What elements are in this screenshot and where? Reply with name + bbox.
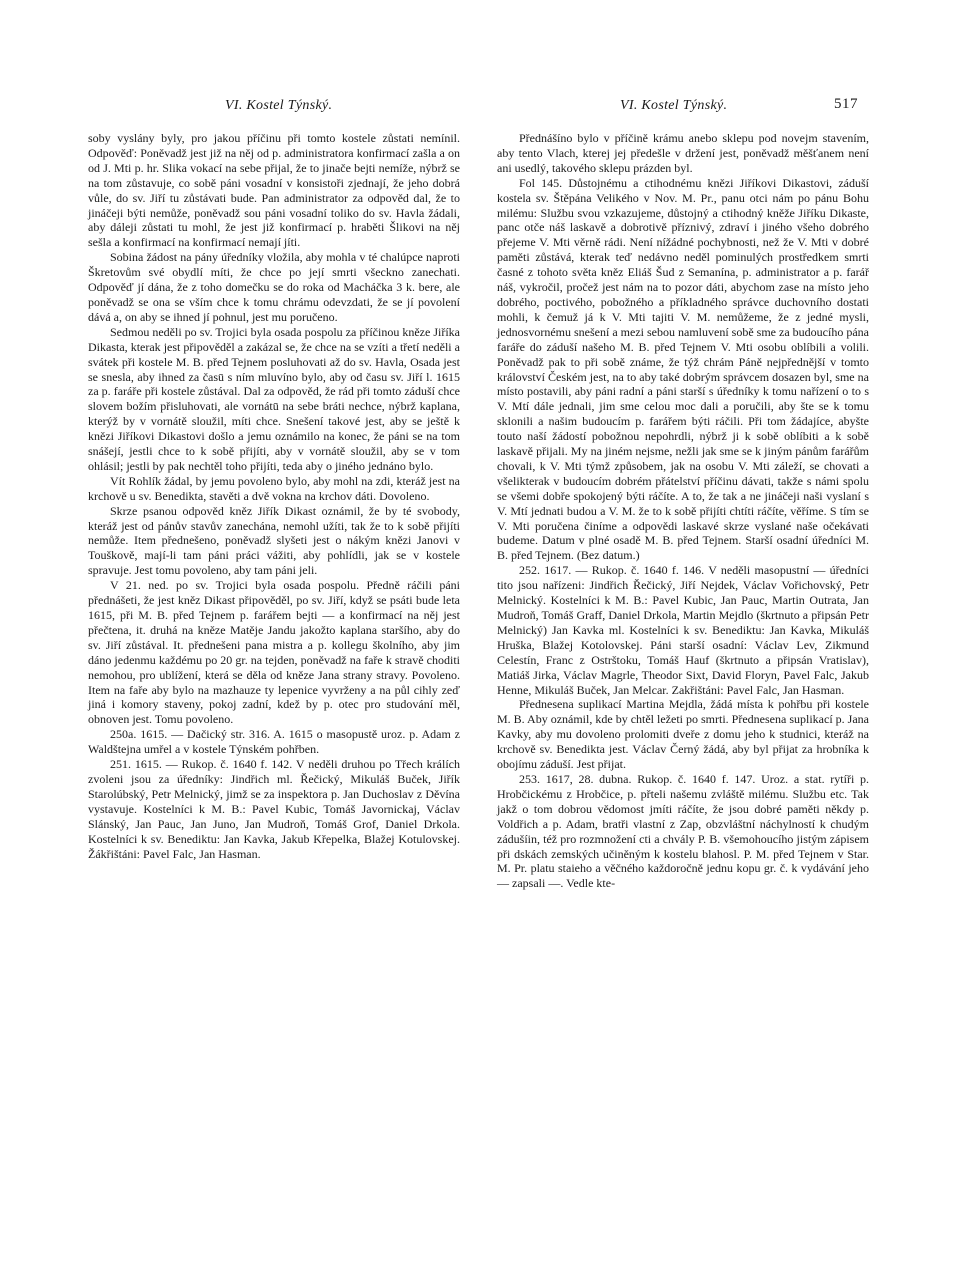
- paragraph: Přednášíno bylo v příčině krámu anebo sklepu pod novejm stavením, aby tento Vlach, kterej jej předešle v držení jest, poněvadž měšťanem není ani usedlý, takového sklepu prázden byl.: [497, 131, 869, 175]
- running-header-right: VI. Kostel Týnský.: [620, 98, 728, 113]
- paragraph: V 21. ned. po sv. Trojici byla osada pospolu. Předně ráčili páni přednášeti, že jest kněz Dikast připověděl, po sv. Jiří, když se psáti bude leta 1615, při M. B. před Tejnem p. farářem bejti — a konfirmací na něj jest přečtena, it. druhá na kněze Matěje Jandu jakožto kaplana staršího, aby do sv. Jiří zůstával. It. přednešeni pana mistra a p. kollegu školního, aby jim dáno jedenmu každému po 20 gr. na tejden, poněvadž na faře k stravě choditi nemohou, pro ublížení, která se děla od kněze Jana strany stravy. Povoleno. Item na faře aby bylo na mazhauze ty lepenice vyvrženy a na půl cihly zeď jiná i komory staveny, pokoj zadní, kdež by p. otec pro studování měl, obnoven jest. Tomu povoleno.: [88, 578, 460, 727]
- paragraph: 251. 1615. — Rukop. č. 1640 f. 142. V neděli druhou po Třech králích zvoleni jsou za úředníky: Jindřich ml. Řečický, Mikuláš Buček, Jiřík Starolúbský, Petr Melnický, jimž se za inspektora p. Jan Duchoslav z Děvína vystavuje. Kostelníci k M. B.: Pavel Kubic, Tomáš Javornickaj, Václav Slánský, Jan Pauc, Jan Juno, Jan Mudroň, Tomáš Grof, Daniel Drkola. Kostelníci k sv. Benediktu: Jan Kavka, Jakub Křepelka, Blažej Kotulovskej. Žákřištáni: Pavel Falc, Jan Hasman.: [88, 757, 460, 861]
- paragraph: Přednesena suplikací Martina Mejdla, žádá místa k pohřbu při kostele M. B. Aby oznámil, kde by chtěl ležeti po smrti. Přednesena suplikací p. Jana Kavky, aby mu dovoleno prolomiti dveře z domu jeho k studnici, kteráž na krchově sv. Benedikta jest. Václav Černý žádá, aby byl přijat za hrobníka k obojímu záduší. Jest přijat.: [497, 697, 869, 772]
- paragraph: 253. 1617, 28. dubna. Rukop. č. 1640 f. 147. Uroz. a stat. rytíři p. Hrobčickému z Hrobčice, p. přteli našemu zvláště milému. Službu etc. Tak jakž o tom dobrou vědomost jmíti ráčíte, že jsou dobré paměti někdy p. Voldřich a p. Adam, bratři vlastní z Zap, obzvláštní náchylností k chudým zádušíin, též pro rozmnožení cti a chvály P. B. všemohoucího jistým zápisem při dskách zemských učiněným k kostelu blahosl. P. M. před Tejnem v Star. M. Pr. platu staieho a věčného každoročně jednu kopu gr. č. k vydávání jeho — zapsali —. Vedle kte-: [497, 771, 869, 891]
- paragraph: Sedmou neděli po sv. Trojici byla osada pospolu za příčinou kněze Jiříka Dikasta, kterak jest připověděl a zakázal se, že chce na se vzíti a třetí neděli a svátek při kostele M. B. před Tejnem posluhovati až do sv. Havla, Osada jest se snesla, aby ihned za časū s ním mluvíno bylo, aby od času sv. Jiří l. 1615 za p. faráře při kostele zůstával. Dal za odpověd, že rád při tomto záduší chce slovem božím přisluhovati, ale vornátū na sebe bráti nechce, nýbrž kaplana, kterýž by v vornátě sloužil, míti chce. Snešení takové jest, aby se ještě k knězi Jiříkovi Dikastovi došlo a jemu oznámilo na konec, že páni se na tom snášejí, jestli chce to k sobě přijíti, aby v vornátě sloužil, aby se v tom ohlásil; jestli by pak nechtěl toho přijíti, teda aby o jiného jednáno bylo.: [88, 324, 460, 473]
- paragraph: 250a. 1615. — Dačický str. 316. A. 1615 o masopustě uroz. p. Adam z Waldštejna umřel a v kostele Týnském pohřben.: [88, 727, 460, 757]
- paragraph: 252. 1617. — Rukop. č. 1640 f. 146. V neděli masopustní — úředníci tito jsou nařízeni: Jindřich Řečický, Jiří Nejdek, Václav Vořichovský, Petr Melnický. Kostelníci k M. B.: Pavel Kubic, Jan Pauc, Martin Outrata, Jan Mudroň, Tomáš Graff, Daniel Drkola, Martin Mejdlo (škrtnuto a připsán Petr Melnický) Jan Kavka ml. Kostelníci k sv. Benediktu: Jan Kavka, Mikuláš Hruška, Blažej Kotolovskej. Páni starší osadní: Václav Lev, Zikmund Celestín, Franc z Ostrštoku, Tomáš Hauf (škrtnuto a připsán Vratislav), Matiáš Jirka, Václav Magrle, Theodor Sixt, David Floryn, Pavel Falc, Jakub Henne, Mikuláš Buček, Jan Melcar. Zakřištáni: Pavel Falc, Jan Hasman.: [497, 563, 869, 697]
- page-number: 517: [834, 96, 858, 112]
- paragraph: Skrze psanou odpověd kněz Jiřík Dikast oznámil, že by té svobody, kteráž jest od pánův stavův zanechána, nemohl užíti, tak že to k sobě přijíti nemůže. Item přednešeno, poněvadž slyšeti jest o nákým knězi Janovi v Touškově, mají-li tam páni práci vážiti, aby pohlídli, jak se v kostele spravuje. Jest tomu povoleno, aby tam páni jeli.: [88, 503, 460, 578]
- left-text-column: [88, 131, 460, 861]
- right-text-column: [497, 131, 869, 891]
- paragraph: Fol 145. Důstojnému a ctihodnému knězi Jiříkovi Dikastovi, záduší kostela sv. Štěpána Velikého v Nov. M. Pr., panu otci nám po pánu Bohu milému: Službu svou vzkazujeme, důstojný a ctihodný kněže Jiříku Dikaste, panc otče náš laskavě a dobrotivě příznivý, zdraví i jiného všeho dobrého přejeme V. Mti věrně rádi. Není nížádné pochybnosti, než že V. Mti v dobré paměti zůstává, kterak teď nedávno neděl pominulých prostředkem smrti časné z tohoto světa kněz Eliáš Šud z Semanína, p. administrator a p. farář náš, vykročil, pročež jest nám na to pozor dáti, abychom zase na místo jeho dobrého, poctivého, pobožného a příkladného správce duchovního dostati mohli, k čemuž já k V. Mti tajiti V. M. nemůžeme, že z jedné mysli, jednosvornému snešení a mezi sebou namluvení sobě sme za budoucího pána faráře do záduší našeho M. B. před Tejnem V. Mti osobu oblíbili a volili. Poněvadž pak to při sobě známe, že týž chrám Páně nejpřednější v tomto království Českém jest, na to aby také dobrým správcem dosazen byl, sme na místo postavili, aby páni radní a páni starší s úředníky k tomu nařízení o to s V. Mtí dále jednali, jim sme celou moc dali a poručili, aby šte se k tomu sklonili a našim budoucím p. farářem býti ráčili. Při tom žádajíce, abyšte touto naší žádostí pobožnou nepohrdli, nýbrž ji k sobě oblíbiti a k sobě laskavě přijali. My na jiném nejsme, nežli jak sme se k jiným pánům farářům chovali, k V. Mti týmž způsobem, jak na osobu V. Mti záleží, se chovati a všelikterak v budoucím dobrém přátelství příčinu dávati, takže s námi spolu se všemi dobře spokojený býti ráčíte. A to, že tak a ne jináčeji naši vyslaní s V. Mtí jednati budou a V. M. že to k sobě přijíti chtíti ráčíte, věříme. S tím se V. Mti poručena činíme a odpovědi laskavé skrze vyslané naše očekávati budeme. Datum v plné osadě M. B. před Tejnem. Starší osadní úředníci M. B. před Tejnem. (Bez datum.): [497, 175, 869, 563]
- paragraph: Sobina žádost na pány úředníky vložila, aby mohla v té chalúpce naproti Škretovům své obydlí míti, že chce po její smrti všeckno zanechati. Odpověď jí dána, že z toho domečku se do roka od Macháčka 3 k. bere, ale poněvadž se ona se vším chce k tomu chrámu odevzdati, že se jí povolení dává a, on aby se ihned jí pohnul, jest mu poručeno.: [88, 250, 460, 324]
- paragraph: soby vyslány byly, pro jakou příčinu při tomto kostele zůstati nemínil. Odpověď: Poněvadž jest již na něj od p. administratora konfirmací zašla a on od J. Mti p. hr. Slika vokací na sebe přijal, že to jinače bejti nemíže, nýbrž se na tom zůstavuje, co sobě páni vosadní v konsistoři zjednají, že jeho dobrá vůle, do sv. Jiří tu zůstávati bude. Pan administrator za odpověd dal, že to jináčeji býti nemůže, poněvadž sou páni vosadní toliko do sv. Havla žádali, aby dáleji zůstati tu mohl, že jest již konfirmací p. hraběti Šlikovi na něj sešla a konfirmací na konfirmací nemají jíti.: [88, 131, 460, 250]
- running-header-left: VI. Kostel Týnský.: [225, 98, 333, 113]
- paragraph: Vít Rohlík žádal, by jemu povoleno bylo, aby mohl na zdi, kteráž jest na krchově u sv. Benedikta, stavěti a dvě vokna na krchov dáti. Dovoleno.: [88, 473, 460, 503]
